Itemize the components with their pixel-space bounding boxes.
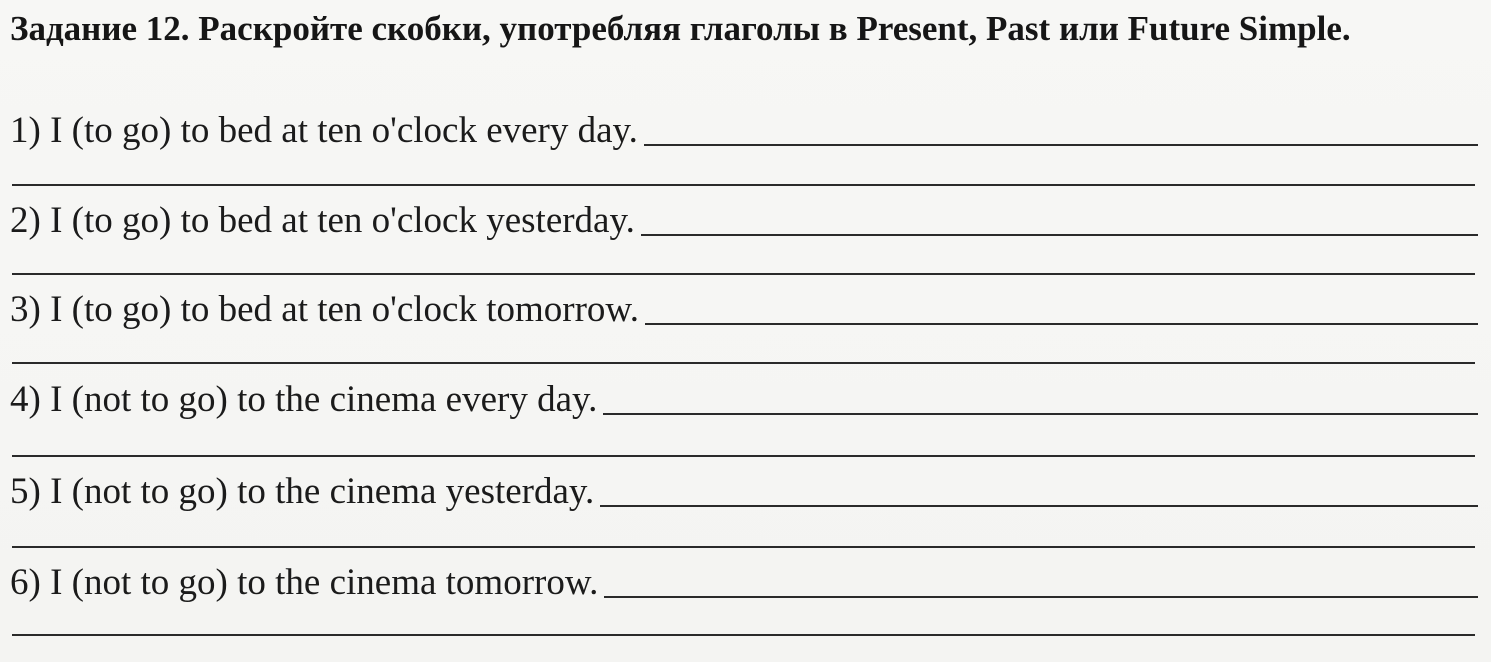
exercise-2-answer-field[interactable] [12,273,1475,275]
exercise-6-text: 6) I (not to go) to the cinema tomorrow. [10,562,599,603]
task-title: Задание 12. Раскройте скобки, употребляя глаголы в Present, Past или Future Simple. [10,9,1351,48]
exercise-5-text: 5) I (not to go) to the cinema yesterday. [10,471,595,512]
exercise-1-answer-line[interactable] [644,144,1478,146]
exercise-2-answer-line[interactable] [641,234,1478,236]
exercise-3-answer-line[interactable] [645,323,1478,325]
exercise-1-answer-field[interactable] [12,184,1475,186]
exercise-2 [10,193,1478,243]
exercise-2-text: 2) I (to go) to bed at ten o'clock yesterday. [10,200,635,241]
exercise-1-text: 1) I (to go) to bed at ten o'clock every day. [10,110,638,151]
exercise-5 [10,464,1478,514]
exercise-3-text: 3) I (to go) to bed at ten o'clock tomorrow. [10,289,639,330]
exercise-3 [10,282,1478,332]
exercise-4-answer-field[interactable] [12,455,1475,457]
exercise-3-answer-field[interactable] [12,362,1475,364]
exercise-6 [10,555,1478,605]
exercise-4-text: 4) I (not to go) to the cinema every day. [10,379,598,420]
exercise-4 [10,372,1478,422]
exercise-1 [10,103,1478,153]
exercise-5-answer-line[interactable] [600,505,1478,507]
exercise-6-answer-field[interactable] [12,634,1475,636]
exercise-5-answer-field[interactable] [12,546,1475,548]
exercise-6-answer-line[interactable] [604,596,1478,598]
exercise-4-answer-line[interactable] [603,413,1478,415]
